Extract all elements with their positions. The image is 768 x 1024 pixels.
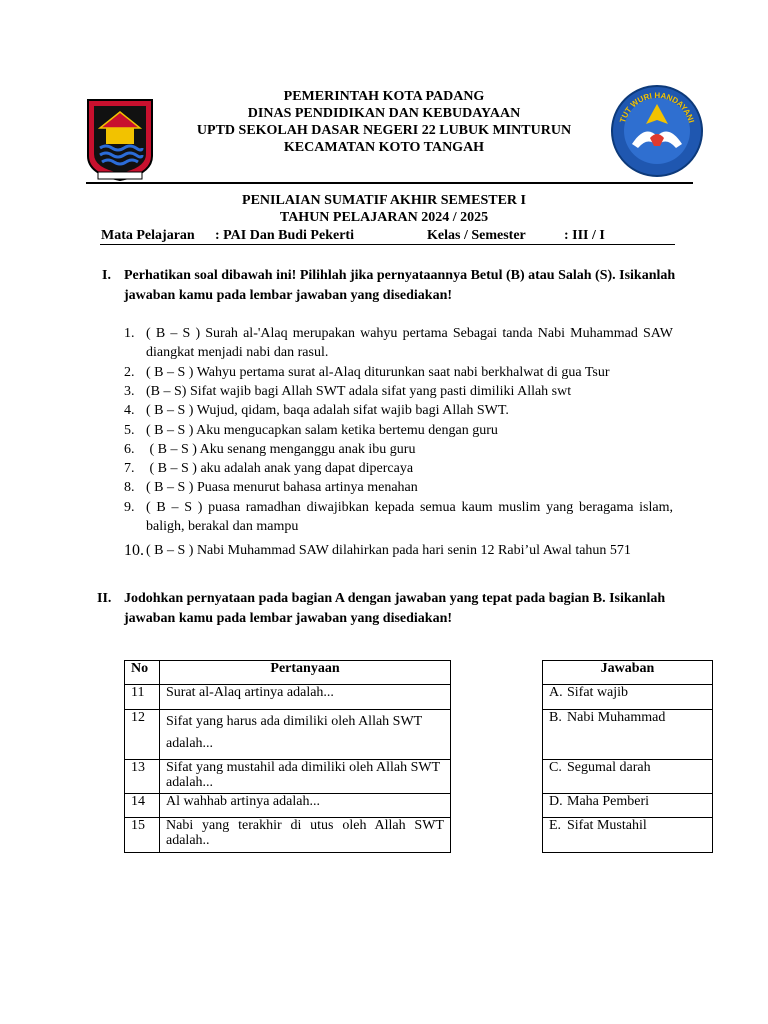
question-number: 9.: [124, 500, 135, 515]
row-question: Sifat yang mustahil ada dimiliki oleh Allah SWT adalah...: [160, 760, 451, 794]
answer-text: Maha Pemberi: [565, 794, 713, 818]
question-number: 2.: [124, 365, 135, 380]
question-text: (B – S) Sifat wajib bagi Allah SWT adala sifat yang pasti dimiliki Allah swt: [146, 384, 572, 399]
question-text: ( B – S ) Puasa menurut bahasa artinya menahan: [146, 480, 418, 495]
header-line-3: UPTD SEKOLAH DASAR NEGERI 22 LUBUK MINTURUN: [196, 123, 572, 138]
subject-underline: [100, 244, 675, 245]
question-number: 8.: [124, 480, 135, 495]
list-item: [124, 478, 684, 497]
question-number: 7.: [124, 461, 135, 476]
question-text: ( B – S ) Aku senang menganggu anak ibu guru: [146, 442, 416, 457]
class-label: Kelas / Semester: [427, 228, 526, 243]
question-number: 10.: [124, 542, 144, 559]
list-item: [124, 363, 684, 382]
exam-year: TAHUN PELAJARAN 2024 / 2025: [279, 210, 489, 225]
header-line-4: KECAMATAN KOTO TANGAH: [283, 140, 485, 155]
table-row: [543, 685, 713, 710]
section-1-instruction: Perhatikan soal dibawah ini! Pilihlah jika pernyataannya Betul (B) atau Salah (S). Isikanlah jawaban kamu pada lembar jawaban yang disediakan!: [124, 268, 676, 303]
question-text: ( B – S ) Wahyu pertama surat al-Alaq diturunkan saat nabi berkhalwat di gua Tsur: [146, 365, 610, 380]
row-question: Surat al-Alaq artinya adalah...: [160, 685, 451, 710]
exam-title: PENILAIAN SUMATIF AKHIR SEMESTER I: [242, 193, 526, 208]
question-text: ( B – S ) puasa ramadhan diwajibkan kepada semua kaum muslim yang beragama islam, baligh, berakal dan mampu: [146, 500, 673, 534]
row-question: Al wahhab artinya adalah...: [160, 794, 451, 818]
question-text: ( B – S ) Wujud, qidam, baqa adalah sifat wajib bagi Allah SWT.: [146, 403, 509, 418]
answer-text: Segumal darah: [565, 760, 713, 794]
row-number: 12: [125, 710, 160, 760]
table-row: [125, 710, 451, 760]
question-number: 6.: [124, 442, 135, 457]
row-number: 15: [125, 818, 160, 853]
table-row: [125, 760, 451, 794]
header-line-1: PEMERINTAH KOTA PADANG: [283, 89, 485, 104]
answer-letter: A.: [543, 685, 566, 710]
list-item: [124, 421, 684, 440]
list-item: [124, 382, 684, 401]
list-item: [124, 440, 684, 459]
question-text: ( B – S ) aku adalah anak yang dapat dipercaya: [146, 461, 414, 476]
column-header-jawaban: Jawaban: [543, 661, 713, 685]
answer-letter: C.: [543, 760, 566, 794]
row-number: 14: [125, 794, 160, 818]
logo-motto-text: TUT WURI HANDAYANI: [618, 90, 696, 124]
column-header-no: No: [125, 661, 160, 685]
answer-letter: B.: [543, 710, 566, 760]
section-2-instruction: Jodohkan pernyataan pada bagian A dengan jawaban yang tepat pada bagian B. Isikanlah jawaban kamu pada lembar jawaban yang disediakan!: [124, 591, 666, 626]
table-row: [543, 710, 713, 760]
column-header-pertanyaan: Pertanyaan: [160, 661, 451, 685]
class-value: : III / I: [564, 228, 605, 243]
header-divider: [86, 182, 693, 184]
header-line-2: DINAS PENDIDIKAN DAN KEBUDAYAAN: [247, 106, 521, 121]
row-question: Nabi yang terakhir di utus oleh Allah SWT adalah..: [160, 818, 451, 853]
answer-text: Nabi Muhammad: [565, 710, 713, 760]
row-number: 13: [125, 760, 160, 794]
list-item: [124, 498, 684, 536]
row-question: Sifat yang harus ada dimiliki oleh Allah SWT adalah...: [160, 710, 451, 760]
subject-label: Mata Pelajaran: [101, 228, 195, 243]
question-number: 1.: [124, 326, 135, 341]
answers-table: [542, 660, 713, 853]
answer-text: Sifat wajib: [565, 685, 713, 710]
row-number: 11: [125, 685, 160, 710]
table-row: [125, 685, 451, 710]
answer-letter: E.: [543, 818, 566, 853]
question-text: ( B – S ) Nabi Muhammad SAW dilahirkan pada hari senin 12 Rabi’ul Awal tahun 571: [146, 543, 631, 558]
answer-letter: D.: [543, 794, 566, 818]
table-row: [543, 818, 713, 853]
list-item: [124, 401, 684, 420]
answer-text: Sifat Mustahil: [565, 818, 713, 853]
list-item: [124, 459, 684, 478]
section-2-number: II.: [97, 591, 112, 606]
question-text: ( B – S ) Surah al-'Alaq merupakan wahyu pertama Sebagai tanda Nabi Muhammad SAW diangkat menjadi nabi dan rasul.: [146, 326, 673, 360]
question-number: 4.: [124, 403, 135, 418]
subject-value: : PAI Dan Budi Pekerti: [215, 228, 354, 243]
table-row: [543, 794, 713, 818]
list-item: [124, 324, 684, 362]
table-row: [543, 760, 713, 794]
question-text: ( B – S ) Aku mengucapkan salam ketika bertemu dengan guru: [146, 423, 498, 438]
table-row: [125, 818, 451, 853]
questions-table: [124, 660, 451, 853]
table-row: [125, 794, 451, 818]
list-item: [124, 539, 684, 585]
question-number: 3.: [124, 384, 135, 399]
question-number: 5.: [124, 423, 135, 438]
tut-wuri-handayani-logo: [610, 84, 704, 178]
section-1-number: I.: [102, 268, 111, 283]
